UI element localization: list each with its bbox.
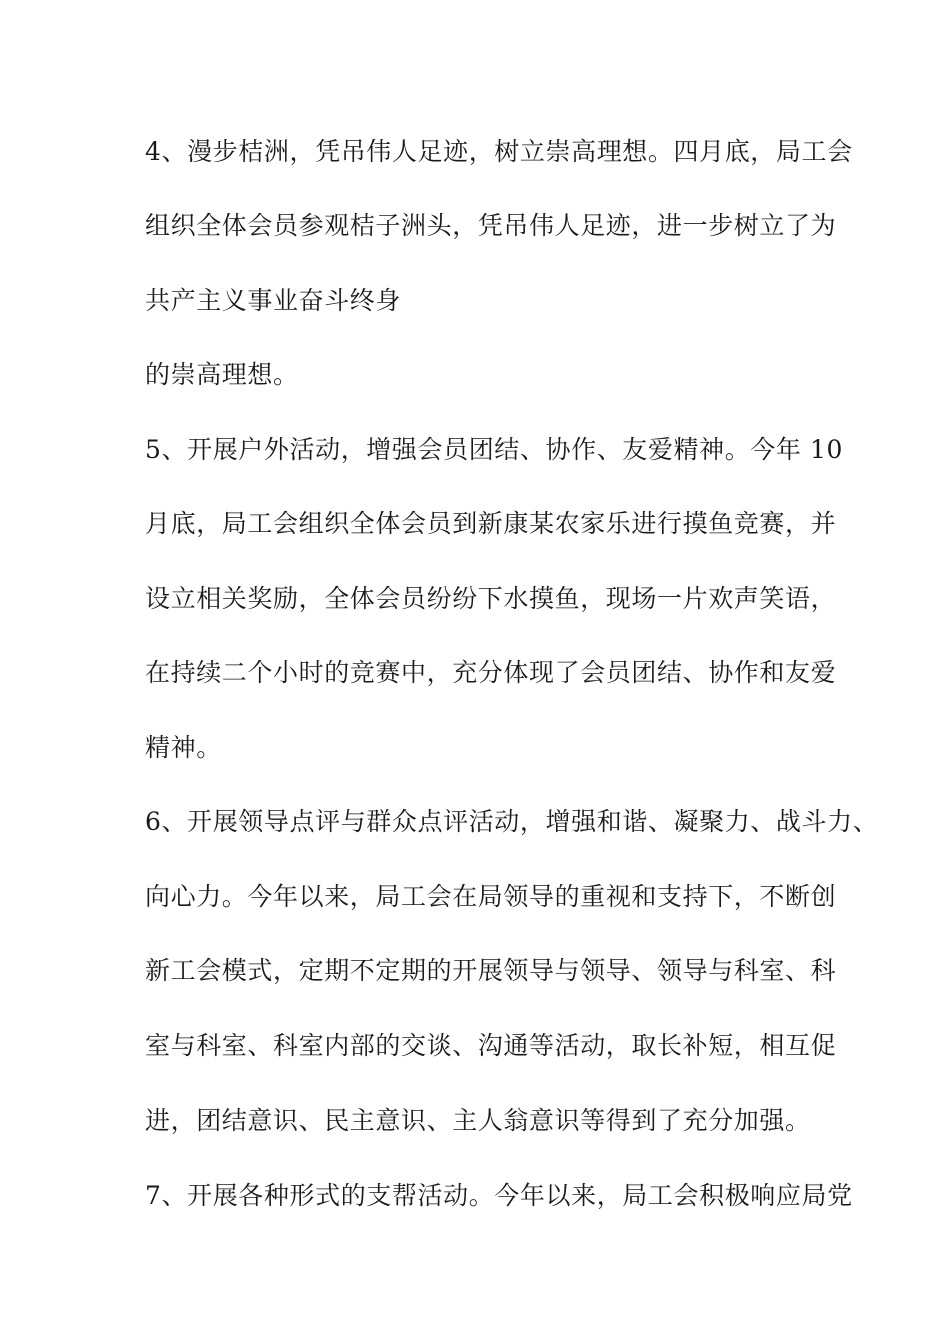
text-line: 的崇高理想。: [145, 360, 299, 389]
text-line: 在持续二个小时的竞赛中，充分体现了会员团结、协作和友爱: [145, 658, 837, 687]
text-line: 设立相关奖励，全体会员纷纷下水摸鱼，现场一片欢声笑语，: [145, 584, 837, 613]
text-line: 6、开展领导点评与群众点评活动，增强和谐、凝聚力、战斗力、: [145, 807, 879, 836]
text-line: 月底，局工会组织全体会员到新康某农家乐进行摸鱼竞赛，并: [145, 509, 837, 538]
text-line: 室与科室、科室内部的交谈、沟通等活动，取长补短，相互促: [145, 1031, 837, 1060]
text-line: 4、漫步桔洲，凭吊伟人足迹，树立崇高理想。四月底，局工会: [145, 137, 853, 166]
text-line: 新工会模式，定期不定期的开展领导与领导、领导与科室、科: [145, 956, 837, 985]
text-line: 进，团结意识、民主意识、主人翁意识等得到了充分加强。: [145, 1106, 811, 1135]
text-line: 5、开展户外活动，增强会员团结、协作、友爱精神。今年 10: [145, 435, 844, 464]
text-line: 组织全体会员参观桔子洲头，凭吊伟人足迹，进一步树立了为: [145, 211, 837, 240]
text-line: 7、开展各种形式的支帮活动。今年以来，局工会积极响应局党: [145, 1181, 853, 1210]
text-line: 向心力。今年以来，局工会在局领导的重视和支持下，不断创: [145, 882, 837, 911]
text-line: 共产主义事业奋斗终身: [145, 286, 402, 315]
text-line: 精神。: [145, 733, 222, 762]
